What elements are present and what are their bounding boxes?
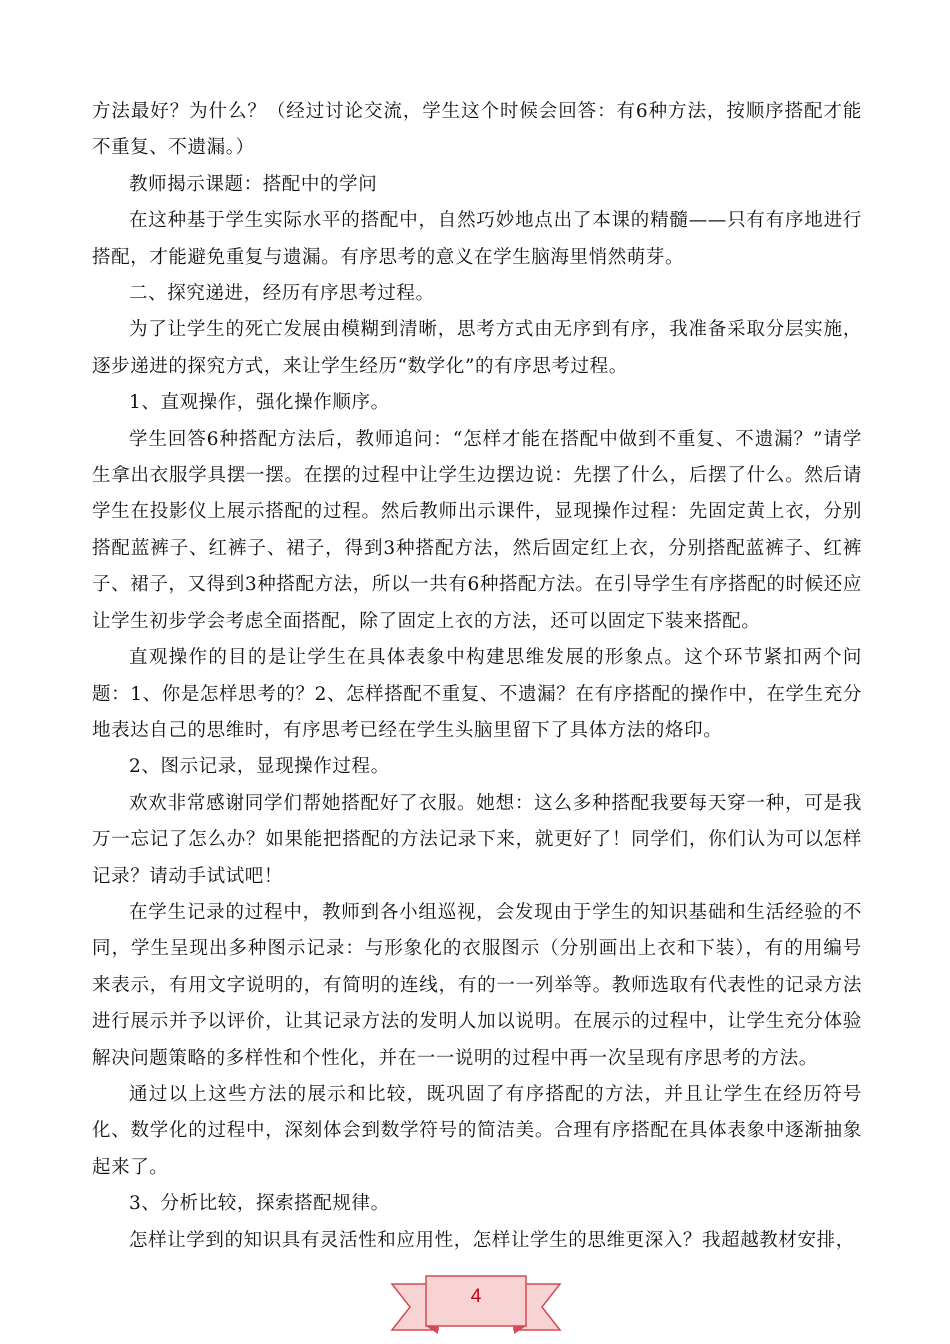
paragraph: 怎样让学到的知识具有灵活性和应用性，怎样让学生的思维更深入？我超越教材安排， [129, 1229, 855, 1251]
paragraph: 欢欢非常感谢同学们帮她搭配好了衣服。她想：这么多种搭配我要每天穿一种，可是我万一忘记了怎么办？如果能把搭配的方法记录下来，就更好了！同学们，你们认为可以怎样记录？请动手试试吧！ [92, 792, 862, 887]
paragraph: 通过以上这些方法的展示和比较，既巩固了有序搭配的方法，并且让学生在经历符号化、数学化的过程中，深刻体会到数学符号的简洁美。合理有序搭配在具体表象中逐渐抽象起来了。 [92, 1083, 862, 1178]
paragraph: 方法最好？为什么？（经过讨论交流，学生这个时候会回答：有6种方法，按顺序搭配才能不重复、不遗漏。） [92, 101, 862, 159]
document-body [92, 94, 862, 1259]
paragraph: 直观操作的目的是让学生在具体表象中构建思维发展的形象点。这个环节紧扣两个问题：1、你是怎样思考的？2、怎样搭配不重复、不遗漏？在有序搭配的操作中，在学生充分地表达自己的思维时，有序思考已经在学生头脑里留下了具体方法的烙印。 [92, 647, 862, 741]
paragraph: 教师揭示课题：搭配中的学问 [129, 173, 378, 195]
page-number-badge [388, 1272, 564, 1338]
subsection-heading: 2、图示记录，显现操作过程。 [129, 756, 390, 778]
paragraph: 为了让学生的死亡发展由模糊到清晰，思考方式由无序到有序，我准备采取分层实施，逐步递进的探究方式，来让学生经历“数学化”的有序思考过程。 [92, 319, 862, 377]
paragraph: 在这种基于学生实际水平的搭配中，自然巧妙地点出了本课的精髓——只有有序地进行搭配，才能避免重复与遗漏。有序思考的意义在学生脑海里悄然萌芽。 [92, 210, 862, 268]
section-heading: 二、探究递进，经历有序思考过程。 [129, 283, 435, 305]
paragraph: 在学生记录的过程中，教师到各小组巡视，会发现由于学生的知识基础和生活经验的不同，学生呈现出多种图示记录：与形象化的衣服图示（分别画出上衣和下装），有的用编号来表示，有用文字说明的，有简明的连线，有的一一列举等。教师选取有代表性的记录方法进行展示并予以评价，让其记录方法的发明人加以说明。在展示的过程中，让学生充分体验解决问题策略的多样性和个性化，并在一一说明的过程中再一次呈现有序思考的方法。 [92, 901, 862, 1069]
subsection-heading: 1、直观操作，强化操作顺序。 [129, 392, 390, 414]
paragraph: 学生回答6种搭配方法后，教师追问：“怎样才能在搭配中做到不重复、不遗漏？”请学生拿出衣服学具摆一摆。在摆的过程中让学生边摆边说：先摆了什么，后摆了什么。然后请学生在投影仪上展示搭配的过程。然后教师出示课件，显现操作过程：先固定黄上衣，分别搭配蓝裤子、红裤子、裙子，得到3种搭配方法，然后固定红上衣，分别搭配蓝裤子、红裤子、裙子，又得到3种搭配方法，所以一共有6种搭配方法。在引导学生有序搭配的时候还应让学生初步学会考虑全面搭配，除了固定上衣的方法，还可以固定下装来搭配。 [92, 428, 862, 632]
page-number: 4 [470, 1286, 482, 1307]
subsection-heading: 3、分析比较，探索搭配规律。 [129, 1193, 390, 1215]
